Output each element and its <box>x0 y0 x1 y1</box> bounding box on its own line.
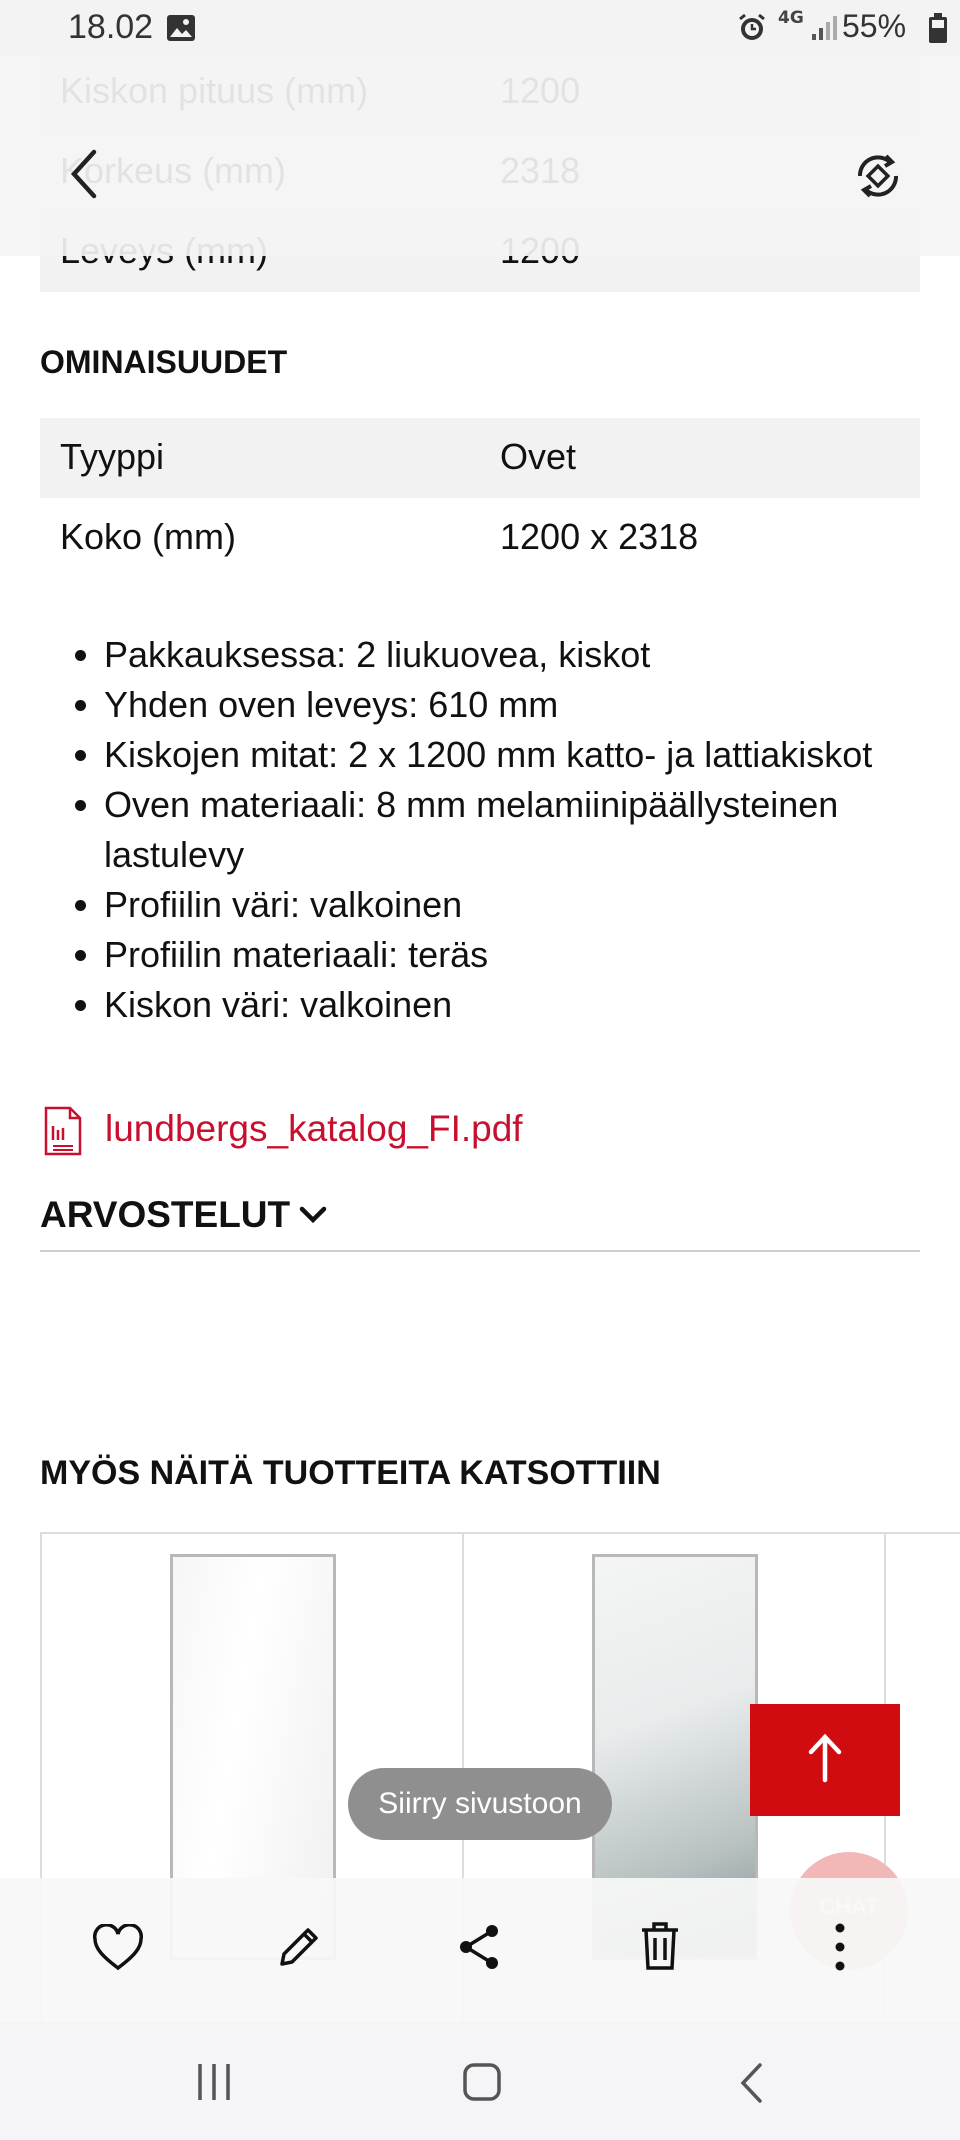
status-time: 18.02 <box>68 8 154 46</box>
bottom-action-bar <box>0 1878 960 2022</box>
chevron-down-icon[interactable] <box>298 1204 328 1230</box>
heart-icon[interactable] <box>92 1924 144 1976</box>
chevron-left-icon[interactable] <box>66 148 100 204</box>
reviews-accordion[interactable] <box>40 1190 920 1252</box>
status-bar <box>0 0 960 56</box>
list-item: • Oven materiaali: 8 mm melamiinipäällysteinen lastulevy <box>104 780 960 880</box>
rotate-icon[interactable] <box>852 150 904 206</box>
image-icon <box>166 14 196 46</box>
signal-icon <box>810 14 838 46</box>
pdf-file-icon <box>44 1106 82 1160</box>
alarm-icon <box>736 12 768 48</box>
back-to-top-button[interactable] <box>750 1704 900 1816</box>
related-products-title: MYÖS NÄITÄ TUOTTEITA KATSOTTIIN <box>40 1454 661 1492</box>
spec-key: Tyyppi <box>60 436 165 477</box>
network-type: 4G <box>778 8 804 28</box>
pdf-link-label[interactable]: lundbergs_katalog_FI.pdf <box>105 1108 523 1149</box>
edit-icon[interactable] <box>274 1922 324 1976</box>
battery-icon <box>928 12 948 48</box>
battery-percent: 55% <box>842 8 907 44</box>
system-nav-bar <box>0 2022 960 2140</box>
arrow-up-icon <box>807 1732 843 1788</box>
list-item: • Profiilin materiaali: teräs <box>104 930 960 980</box>
list-item: • Yhden oven leveys: 610 mm <box>104 680 960 730</box>
spec-key: Koko (mm) <box>60 516 237 557</box>
reviews-label[interactable]: ARVOSTELUT <box>40 1194 291 1235</box>
more-vertical-icon[interactable] <box>834 1922 846 1976</box>
recent-apps-icon[interactable] <box>194 2062 234 2106</box>
share-icon[interactable] <box>456 1922 502 1976</box>
feature-row-type <box>40 418 920 498</box>
home-icon[interactable] <box>462 2062 502 2106</box>
list-item: • Profiilin väri: valkoinen <box>104 880 960 930</box>
trash-icon[interactable] <box>638 1920 682 1976</box>
list-item: • Kiskojen mitat: 2 x 1200 mm katto- ja lattiakiskot <box>104 730 960 780</box>
spec-value: 1200 x 2318 <box>500 516 699 557</box>
top-app-bar <box>0 56 960 256</box>
back-icon[interactable] <box>738 2062 764 2108</box>
list-item: • Kiskon väri: valkoinen <box>104 980 960 1030</box>
feature-row-size <box>40 498 920 578</box>
toast-message: Siirry sivustoon <box>348 1768 612 1840</box>
list-item: • Pakkauksessa: 2 liukuovea, kiskot <box>104 630 960 680</box>
feature-list <box>40 630 960 1030</box>
spec-value: Ovet <box>500 436 577 477</box>
section-title-features: OMINAISUUDET <box>40 344 288 380</box>
